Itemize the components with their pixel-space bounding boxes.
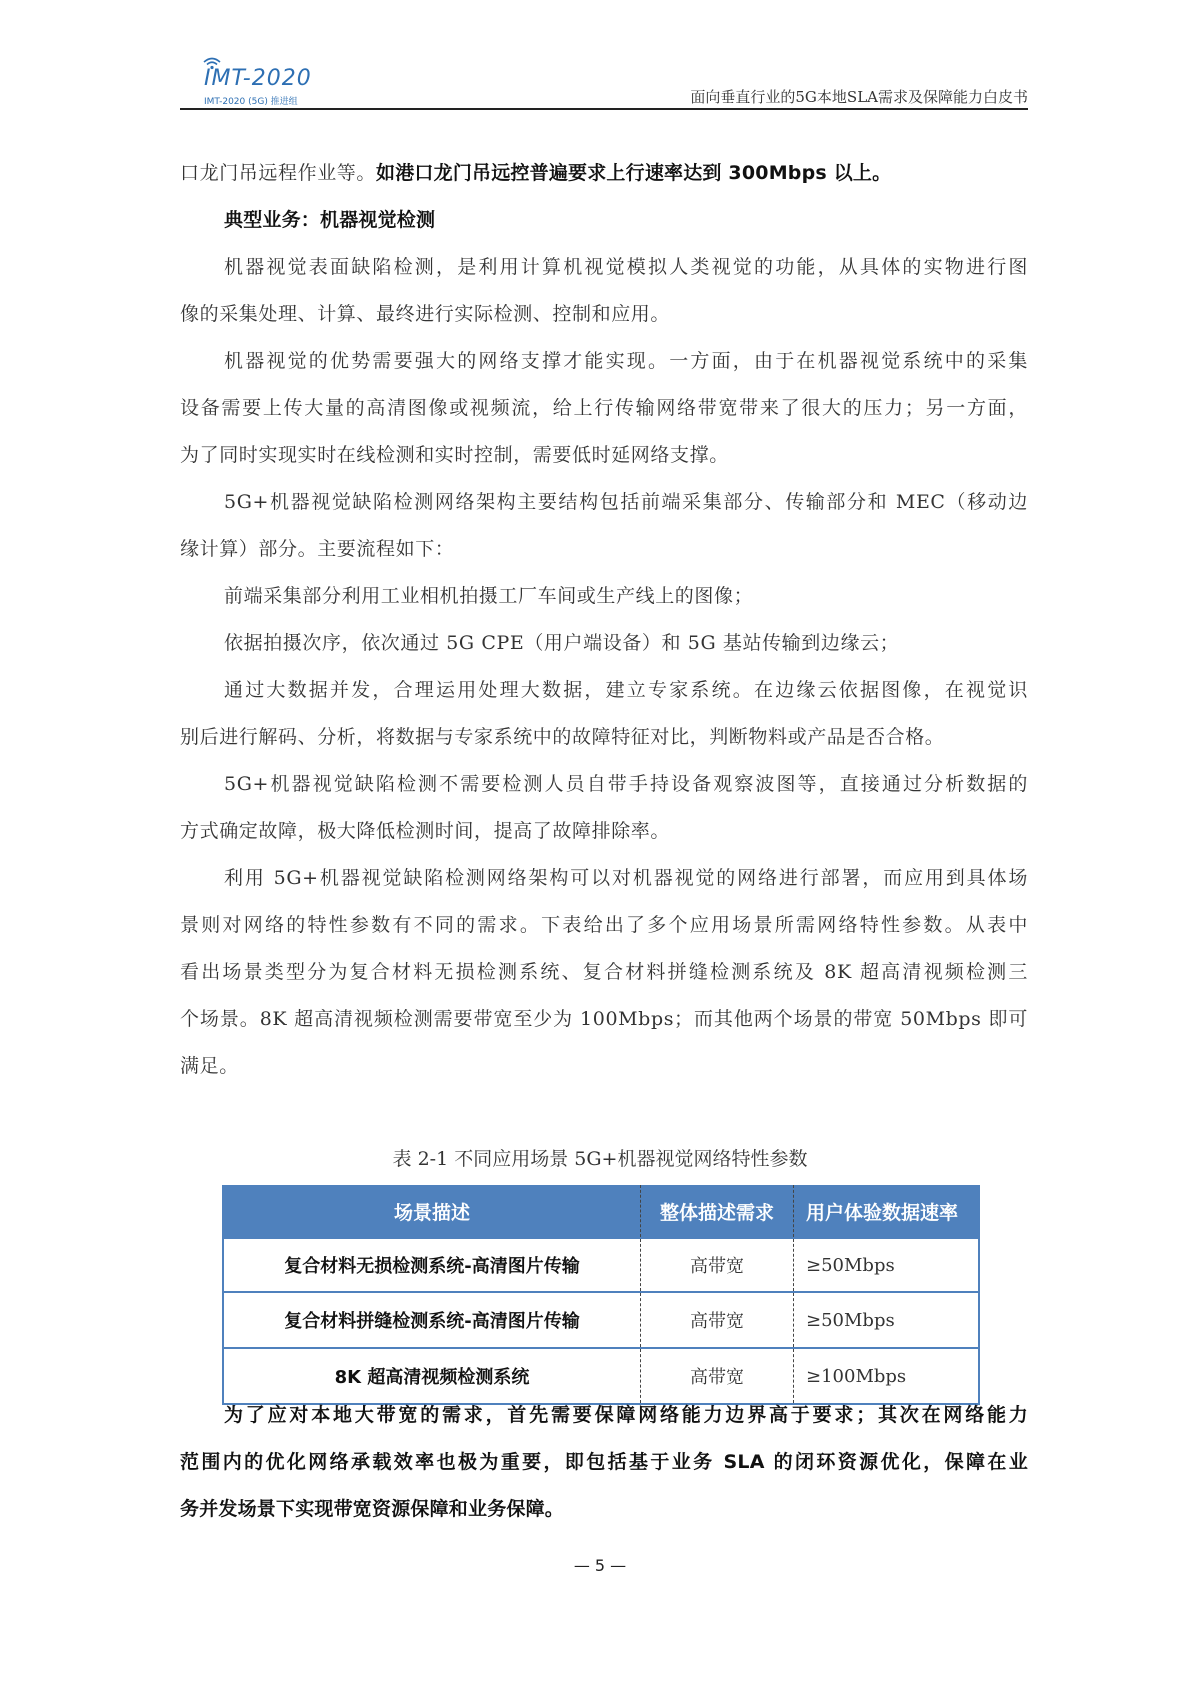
table-header-row — [223, 1185, 979, 1238]
section-heading: 典型业务：机器视觉检测 — [224, 209, 436, 231]
document-title: 面向垂直行业的5G本地SLA需求及保障能力白皮书 — [690, 88, 1028, 106]
logo-title: IMT-2020 — [204, 66, 312, 91]
paragraph-line: 景则对网络的特性参数有不同的需求。下表给出了多个应用场景所需网络特性参数。从表中 — [180, 914, 1028, 936]
column-header: 整体描述需求 — [641, 1185, 794, 1238]
paragraph-line: 缘计算）部分。主要流程如下： — [180, 538, 455, 560]
table-row — [223, 1238, 979, 1292]
page-header — [180, 52, 1028, 110]
logo-subtitle: IMT-2020 (5G) 推进组 — [204, 97, 298, 107]
paragraph-line: 5G+机器视觉缺陷检测网络架构主要结构包括前端采集部分、传输部分和 MEC（移动边 — [224, 491, 1028, 513]
parameters-table — [222, 1185, 980, 1405]
data-rate-cell: ≥100Mbps — [794, 1348, 980, 1404]
requirement-cell: 高带宽 — [641, 1292, 794, 1348]
conclusion-paragraph — [180, 1392, 1028, 1533]
paragraph-line: 机器视觉表面缺陷检测，是利用计算机视觉模拟人类视觉的功能，从具体的实物进行图 — [224, 256, 1028, 278]
requirement-cell: 高带宽 — [641, 1238, 794, 1292]
process-step-2: 依据拍摄次序，依次通过 5G CPE（用户端设备）和 5G 基站传输到边缘云； — [224, 632, 900, 654]
scenario-cell: 8K 超高清视频检测系统 — [223, 1348, 641, 1404]
requirement-cell: 高带宽 — [641, 1348, 794, 1404]
table-row — [223, 1292, 979, 1348]
paragraph-line: 机器视觉的优势需要强大的网络支撑才能实现。一方面，由于在机器视觉系统中的采集 — [224, 350, 1028, 372]
data-rate-cell: ≥50Mbps — [794, 1292, 980, 1348]
paragraph-line: 设备需要上传大量的高清图像或视频流，给上行传输网络带宽带来了很大的压力；另一方面， — [180, 397, 1028, 419]
paragraph-line: 个场景。8K 超高清视频检测需要带宽至少为 100Mbps；而其他两个场景的带宽 50Mbps 即可 — [180, 1008, 1028, 1030]
paragraph-line: 方式确定故障，极大降低检测时间，提高了故障排除率。 — [180, 820, 671, 842]
scenario-cell: 复合材料无损检测系统-高清图片传输 — [223, 1238, 641, 1292]
paragraph-line: 看出场景类型分为复合材料无损检测系统、复合材料拼缝检测系统及 8K 超高清视频检测三 — [180, 961, 1028, 983]
page-number: — 5 — — [573, 1556, 627, 1575]
column-header: 场景描述 — [223, 1185, 641, 1238]
header-divider — [180, 108, 1028, 110]
text-normal: 口龙门吊远程作业等。 — [180, 162, 377, 184]
data-rate-cell: ≥50Mbps — [794, 1238, 980, 1292]
paragraph-line: 别后进行解码、分析，将数据与专家系统中的故障特征对比，判断物料或产品是否合格。 — [180, 726, 945, 748]
process-step-3: 通过大数据并发，合理运用处理大数据，建立专家系统。在边缘云依据图像，在视觉识 — [224, 679, 1028, 701]
paragraph-line: 像的采集处理、计算、最终进行实际检测、控制和应用。 — [180, 303, 671, 325]
paragraph-line: 利用 5G+机器视觉缺陷检测网络架构可以对机器视觉的网络进行部署，而应用到具体场 — [224, 867, 1028, 889]
paragraph-line: 满足。 — [180, 1055, 239, 1077]
paragraph-line: 务并发场景下实现带宽资源保障和业务保障。 — [180, 1498, 565, 1520]
text-bold: 如港口龙门吊远控普遍要求上行速率达到 300Mbps 以上。 — [376, 162, 892, 184]
paragraph-line: 范围内的优化网络承载效率也极为重要，即包括基于业务 SLA 的闭环资源优化，保障在业 — [180, 1451, 1028, 1473]
table-caption: 表 2-1 不同应用场景 5G+机器视觉网络特性参数 — [392, 1148, 808, 1170]
paragraph-line: 为了同时实现实时在线检测和实时控制，需要低时延网络支撑。 — [180, 444, 729, 466]
body-text — [180, 150, 1028, 1090]
paragraph-line: 为了应对本地大带宽的需求，首先需要保障网络能力边界高于要求；其次在网络能力 — [224, 1404, 1028, 1426]
scenario-cell: 复合材料拼缝检测系统-高清图片传输 — [223, 1292, 641, 1348]
paragraph-line — [180, 150, 1028, 197]
column-header: 用户体验数据速率 — [794, 1185, 980, 1238]
paragraph-line: 5G+机器视觉缺陷检测不需要检测人员自带手持设备观察波图等，直接通过分析数据的 — [224, 773, 1028, 795]
imt2020-logo — [202, 56, 352, 106]
process-step-1: 前端采集部分利用工业相机拍摄工厂车间或生产线上的图像； — [224, 585, 754, 607]
